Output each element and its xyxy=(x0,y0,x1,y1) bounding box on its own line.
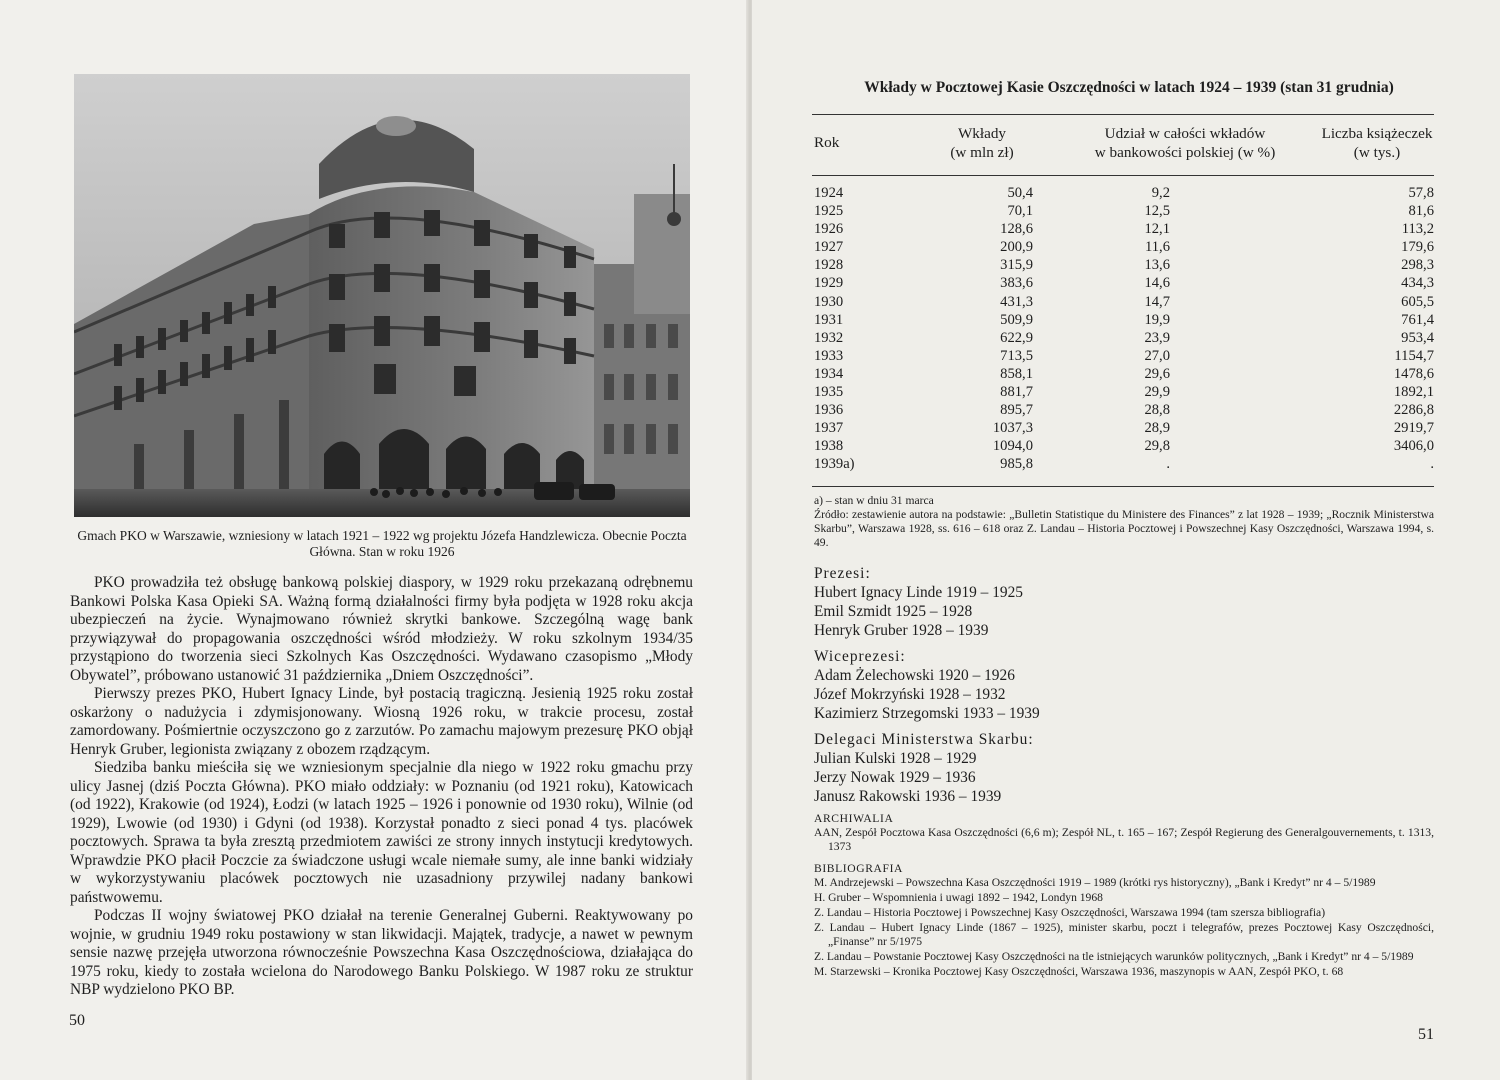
cell-share: 28,9 xyxy=(1144,420,1170,437)
cell-deposits: 895,7 xyxy=(1000,402,1033,419)
cell-share: 13,6 xyxy=(1144,257,1170,274)
header-wklady-line2: (w mln zł) xyxy=(950,144,1014,161)
cell-deposits: 383,6 xyxy=(1000,275,1033,292)
cell-year: 1929 xyxy=(814,275,844,292)
cell-year: 1926 xyxy=(814,221,844,238)
deposits-table xyxy=(814,184,1434,474)
cell-share: 27,0 xyxy=(1144,347,1170,364)
group-label: Prezesi: xyxy=(814,565,871,582)
page-number: 51 xyxy=(1418,1026,1434,1043)
header-liczba-line2: (w tys.) xyxy=(1353,144,1401,161)
table-row xyxy=(814,383,1434,401)
people-lists xyxy=(814,564,1434,813)
header-liczba-line1: Liczba książeczek xyxy=(1321,125,1433,142)
group-label: Wiceprezesi: xyxy=(814,648,906,665)
cell-deposits: 50,4 xyxy=(1007,185,1033,201)
page-number: 50 xyxy=(69,1012,85,1029)
cell-year: 1927 xyxy=(814,239,844,256)
paragraph: PKO prowadziła też obsługę bankową polskiej diaspory, w 1929 roku przekazaną odrębnemu Bankowi Polska Kasa Opieki SA. Ważną formą działalności firmy była podjęta w 1928 roku akcja ubezpieczeń na życie. Wynajmowano również skrytki bankowe. Szczególną wagę bank przywiązywał do propagowania oszczędności wśród młodzieży. W roku szkolnym 1934/35 przystąpiono do tworzenia sieci Szkolnych Kas Oszczędności. Wydawano czasopismo „Młody Obywatel”, próbowano ustanowić 31 października „Dniem Oszczędności”. xyxy=(70,574,693,684)
header-udzial xyxy=(1070,124,1300,162)
table-header-rule xyxy=(812,175,1434,176)
bibliografia-heading: BIBLIOGRAFIA xyxy=(814,862,904,875)
cell-books: 2919,7 xyxy=(1393,420,1434,437)
cell-share: 14,7 xyxy=(1144,293,1170,310)
cell-share: 29,6 xyxy=(1144,365,1170,382)
cell-year: 1933 xyxy=(814,347,844,364)
list-item: Emil Szmidt 1925 – 1928 xyxy=(814,603,973,620)
cell-share: 19,9 xyxy=(1144,311,1170,328)
cell-year: 1938 xyxy=(814,438,844,455)
archiwalia-item: AAN, Zespół Pocztowa Kasa Oszczędności (6,6 m); Zespół NL, t. 165 – 167; Zespół Regierung des Generalgouvernements, t. 1313, 1373 xyxy=(814,826,1434,853)
cell-books: 1892,1 xyxy=(1393,384,1434,401)
list-item: Julian Kulski 1928 – 1929 xyxy=(814,750,977,767)
cell-share: 12,1 xyxy=(1144,221,1170,238)
cell-year: 1932 xyxy=(814,329,844,346)
paragraph: Pierwszy prezes PKO, Hubert Ignacy Linde, był postacią tragiczną. Jesienią 1925 roku został oskarżony o nadużycia i zdymisjonowany. Wiosną 1926 roku, w trakcie procesu, został zamordowany. Pośmiertnie oczyszczono go z zarzutów. Po zamachu majowym prezesurę PKO objął Henryk Gruber, legionista związany z obozem rządzącym. xyxy=(70,685,693,758)
cell-deposits: 509,9 xyxy=(1000,311,1033,328)
table-row xyxy=(814,274,1434,292)
table-row xyxy=(814,293,1434,311)
list-item: Henryk Gruber 1928 – 1939 xyxy=(814,622,989,639)
cell-year: 1924 xyxy=(814,185,844,201)
table-row xyxy=(814,220,1434,238)
cell-deposits: 431,3 xyxy=(1000,293,1033,310)
paragraph: Siedziba banku mieściła się we wzniesionym specjalnie dla niego w 1922 roku gmachu przy ulicy Jasnej (dziś Poczta Główna). PKO miało oddziały: w Poznaniu (od 1921 roku), Katowicach (od 1922), Krakowie (od 1924), Łodzi (w latach 1925 – 1926 i ponownie od 1930 roku), Wilnie (od 1929), Lwowie (od 1930) i Gdyni (od 1938). Korzystał ponadto z sieci ponad 4 tys. placówek pocztowych. Sprawa ta była zresztą przedmiotem zawiści ze strony innych instytucji kredytowych. Wprawdzie PKO płacił Poczcie za świadczone usługi wcale niemałe sumy, ale inne banki widziały w wykorzystywaniu placówek pocztowych nie uzasadniony przywilej nadany bankowi państwowemu. xyxy=(70,759,693,906)
cell-books: 953,4 xyxy=(1401,329,1434,346)
table-row xyxy=(814,347,1434,365)
table-row xyxy=(814,184,1434,202)
table-row xyxy=(814,365,1434,383)
cell-share: 14,6 xyxy=(1144,275,1170,292)
cell-books: . xyxy=(1430,456,1434,473)
list-item: Kazimierz Strzegomski 1933 – 1939 xyxy=(814,705,1040,722)
group-label: Delegaci Ministerstwa Skarbu: xyxy=(814,731,1034,748)
bibliografia-item: M. Starzewski – Kronika Pocztowej Kasy Oszczędności, Warszawa 1936, maszynopis w AAN, Zespół PKO, t. 68 xyxy=(814,965,1344,978)
table-row xyxy=(814,419,1434,437)
cell-books: 3406,0 xyxy=(1393,438,1434,455)
table-row xyxy=(814,455,1434,473)
list-item: Hubert Ignacy Linde 1919 – 1925 xyxy=(814,584,1024,601)
cell-deposits: 858,1 xyxy=(1000,365,1033,382)
header-wklady-line1: Wkłady xyxy=(957,125,1007,142)
cell-share: 11,6 xyxy=(1145,239,1170,256)
list-item: Jerzy Nowak 1929 – 1936 xyxy=(814,769,976,786)
header-udzial-line2: w bankowości polskiej (w %) xyxy=(1094,144,1276,161)
cell-books: 761,4 xyxy=(1401,311,1434,328)
cell-deposits: 1094,0 xyxy=(992,438,1033,455)
bibliografia-item: Z. Landau – Historia Pocztowej i Powszechnej Kasy Oszczędności, Warszawa 1994 (tam szersza bibliografia) xyxy=(814,906,1326,919)
table-row xyxy=(814,401,1434,419)
cell-year: 1937 xyxy=(814,420,844,437)
cell-deposits: 1037,3 xyxy=(992,420,1033,437)
cell-share: 9,2 xyxy=(1151,185,1170,201)
cell-year: 1931 xyxy=(814,311,844,328)
table-bottom-rule xyxy=(812,486,1434,487)
cell-year: 1934 xyxy=(814,365,844,382)
cell-deposits: 881,7 xyxy=(1000,384,1033,401)
group-presidents xyxy=(814,564,1434,640)
cell-share: 29,9 xyxy=(1144,384,1170,401)
building-photo-drawing xyxy=(74,74,690,517)
bibliografia-item: Z. Landau – Powstanie Pocztowej Kasy Oszczędności na tle istniejących warunków politycznych, „Bank i Kredyt” nr 4 – 5/1989 xyxy=(814,950,1414,963)
cell-deposits: 622,9 xyxy=(1000,329,1033,346)
left-page xyxy=(0,0,748,1080)
header-wklady xyxy=(932,124,1032,162)
cell-share: 23,9 xyxy=(1144,329,1170,346)
right-page xyxy=(752,0,1500,1080)
photo-caption: Gmach PKO w Warszawie, wzniesiony w latach 1921 – 1922 wg projektu Józefa Handzlewicza. Obecnie Poczta Główna. Stan w roku 1926 xyxy=(77,528,687,559)
group-delegates xyxy=(814,730,1434,806)
building-photo xyxy=(74,74,690,517)
cell-deposits: 70,1 xyxy=(1007,203,1033,220)
cell-share: . xyxy=(1166,456,1170,473)
cell-books: 1478,6 xyxy=(1393,365,1434,382)
table-notes xyxy=(814,494,1434,550)
table-top-rule xyxy=(812,114,1434,115)
table-row xyxy=(814,311,1434,329)
header-rok: Rok xyxy=(814,134,840,151)
list-item: Józef Mokrzyński 1928 – 1932 xyxy=(814,686,1006,703)
references xyxy=(814,812,1434,980)
table-row xyxy=(814,238,1434,256)
archiwalia-heading: ARCHIWALIA xyxy=(814,812,894,825)
paragraph: Podczas II wojny światowej PKO działał na terenie Generalnej Guberni. Reaktywowany po wojnie, w grudniu 1949 roku postawiony w stan likwidacji. Majątek, tradycje, a nawet w pewnym sensie nazwę przejęła utworzona równocześnie Powszechna Kasa Oszczędnościowa, działająca do 1975 roku, kiedy to została wcielona do Narodowego Banku Polskiego. W 1987 roku ze struktur NBP wydzielono PKO BP. xyxy=(70,907,693,998)
cell-deposits: 985,8 xyxy=(1000,456,1033,473)
table-row xyxy=(814,256,1434,274)
cell-share: 12,5 xyxy=(1144,203,1170,220)
cell-year: 1925 xyxy=(814,203,844,220)
cell-deposits: 713,5 xyxy=(1000,347,1033,364)
cell-deposits: 315,9 xyxy=(1000,257,1033,274)
cell-books: 179,6 xyxy=(1401,239,1434,256)
cell-books: 434,3 xyxy=(1401,275,1434,292)
cell-deposits: 200,9 xyxy=(1000,239,1033,256)
cell-year: 1939a) xyxy=(814,456,855,473)
table-row xyxy=(814,202,1434,220)
cell-deposits: 128,6 xyxy=(1000,221,1033,238)
group-vice-presidents xyxy=(814,647,1434,723)
cell-share: 29,8 xyxy=(1144,438,1170,455)
cell-books: 605,5 xyxy=(1401,293,1434,310)
bibliografia-item: Z. Landau – Hubert Ignacy Linde (1867 – 1925), minister skarbu, poczt i telegrafów, prezes Pocztowej Kasy Oszczędności, „Finanse” nr 5/1975 xyxy=(814,921,1434,948)
cell-books: 2286,8 xyxy=(1393,402,1434,419)
list-item: Adam Żelechowski 1920 – 1926 xyxy=(814,667,1015,684)
cell-year: 1936 xyxy=(814,402,844,419)
cell-books: 1154,7 xyxy=(1394,347,1434,364)
cell-year: 1928 xyxy=(814,257,844,274)
table-row xyxy=(814,437,1434,455)
cell-share: 28,8 xyxy=(1144,402,1170,419)
cell-books: 57,8 xyxy=(1408,185,1434,201)
body-text xyxy=(70,574,693,1000)
bibliografia-item: H. Gruber – Wspomnienia i uwagi 1892 – 1942, Londyn 1968 xyxy=(814,891,1103,904)
footnote-a: a) – stan w dniu 31 marca xyxy=(814,494,934,507)
cell-books: 81,6 xyxy=(1408,203,1434,220)
list-item: Janusz Rakowski 1936 – 1939 xyxy=(814,788,1002,805)
header-udzial-line1: Udział w całości wkładów xyxy=(1104,125,1266,142)
cell-books: 113,2 xyxy=(1401,221,1434,238)
cell-year: 1930 xyxy=(814,293,844,310)
cell-books: 298,3 xyxy=(1401,257,1434,274)
cell-year: 1935 xyxy=(814,384,844,401)
bibliografia-item: M. Andrzejewski – Powszechna Kasa Oszczędności 1919 – 1989 (krótki rys historyczny), „Bank i Kredyt” nr 4 – 5/1989 xyxy=(814,876,1376,889)
header-liczba xyxy=(1307,124,1447,162)
table-title: Wkłady w Pocztowej Kasie Oszczędności w latach 1924 – 1939 (stan 31 grudnia) xyxy=(864,79,1394,96)
table-row xyxy=(814,329,1434,347)
table-source: Źródło: zestawienie autora na podstawie: „Bulletin Statistique du Ministere des Finances” z lat 1928 – 1939; „Rocznik Ministerstwa Skarbu”, Warszawa 1928, ss. 616 – 618 oraz Z. Landau – Historia Pocztowej i Powszechnej Kasy Oszczędności, Warszawa 1994, s. 49. xyxy=(814,508,1434,549)
